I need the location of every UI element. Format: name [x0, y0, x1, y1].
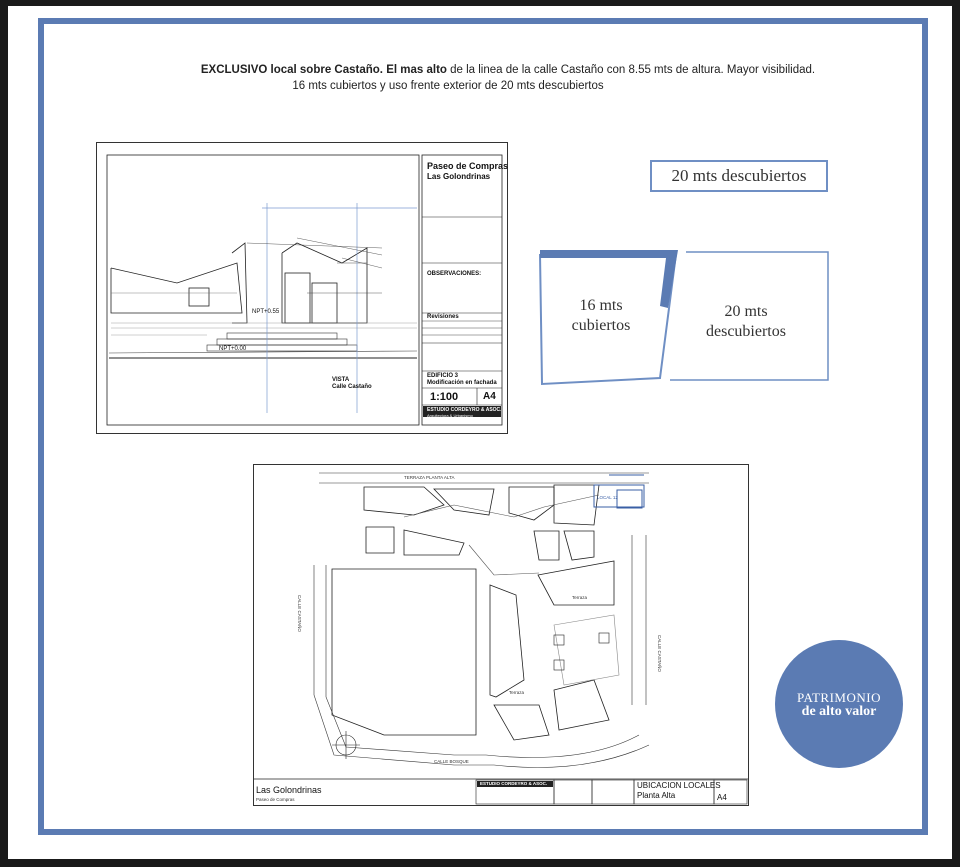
- plan-terraza-1: Terraza: [572, 595, 588, 600]
- plan-title: Las Golondrinas: [256, 785, 322, 795]
- elev-paper: A4: [483, 391, 496, 402]
- covered-label: 16 mts cubiertos: [571, 297, 631, 334]
- intro-bold-2: El mas alto: [386, 64, 447, 76]
- elev-vista: VISTA: [332, 377, 350, 383]
- plan-street-left: CALLE CASTAÑO: [297, 595, 302, 632]
- elev-modificacion: Modificación en fachada: [427, 380, 497, 386]
- elev-edificio: EDIFICIO 3: [427, 373, 459, 379]
- plan-top-label: TERRAZA PLANTA ALTA: [404, 475, 455, 480]
- plan-location-sub: Planta Alta: [637, 791, 676, 800]
- elevation-drawing: [96, 142, 508, 434]
- plan-street-right: CALLE CASTAÑO: [657, 635, 662, 672]
- elev-revisiones: Revisiones: [427, 314, 459, 320]
- plan-firm: ESTUDIO CORDEYRO & ASOC.: [480, 781, 548, 786]
- elev-street: Calle Castaño: [332, 384, 372, 390]
- elev-firm-sub: Arquitectura & Urbanismo: [427, 413, 473, 418]
- intro-bold-1: EXCLUSIVO local sobre Castaño.: [200, 64, 383, 76]
- uncovered-area-box: 20 mts descubiertos: [650, 160, 828, 192]
- area-diagram: [536, 246, 836, 386]
- badge-line-1: PATRIMONIO: [797, 690, 881, 705]
- intro-rest: de la linea de la calle Castaño con 8.55 mts de altura. Mayor visibilidad.: [446, 64, 816, 76]
- plan-local-label: LOCAL 12: [597, 495, 618, 500]
- plan-subtitle: Paseo de Compras: [256, 797, 295, 802]
- plan-street-bottom: CALLE BOSQUE: [434, 759, 469, 764]
- badge-line-2: de alto valor: [801, 704, 877, 719]
- intro-line-2: 16 mts cubiertos y uso frente exterior de 20 mts descubiertos: [292, 80, 604, 92]
- elev-project-title: Paseo de Compras: [427, 161, 509, 171]
- elev-npt2: NPT+0.00: [219, 346, 247, 352]
- elev-firm: ESTUDIO CORDEYRO & ASOC.: [427, 407, 502, 413]
- plan-location-title: UBICACION LOCALES: [637, 781, 721, 790]
- elev-observaciones: OBSERVACIONES:: [427, 271, 482, 277]
- heritage-badge: [775, 640, 903, 768]
- elev-npt1: NPT+0.55: [252, 309, 280, 315]
- intro-line-1: [68, 64, 948, 76]
- floor-plan: [253, 464, 749, 806]
- elev-project-subtitle: Las Golondrinas: [427, 172, 491, 181]
- elevation-sketch: [97, 143, 507, 433]
- floor-plan-sketch: [254, 465, 748, 805]
- uncovered-label: 20 mts descubiertos: [706, 303, 786, 340]
- document-sheet: [8, 6, 952, 859]
- plan-terraza-2: Terraza: [509, 690, 525, 695]
- elev-scale: 1:100: [430, 391, 459, 403]
- plan-paper: A4: [717, 793, 727, 802]
